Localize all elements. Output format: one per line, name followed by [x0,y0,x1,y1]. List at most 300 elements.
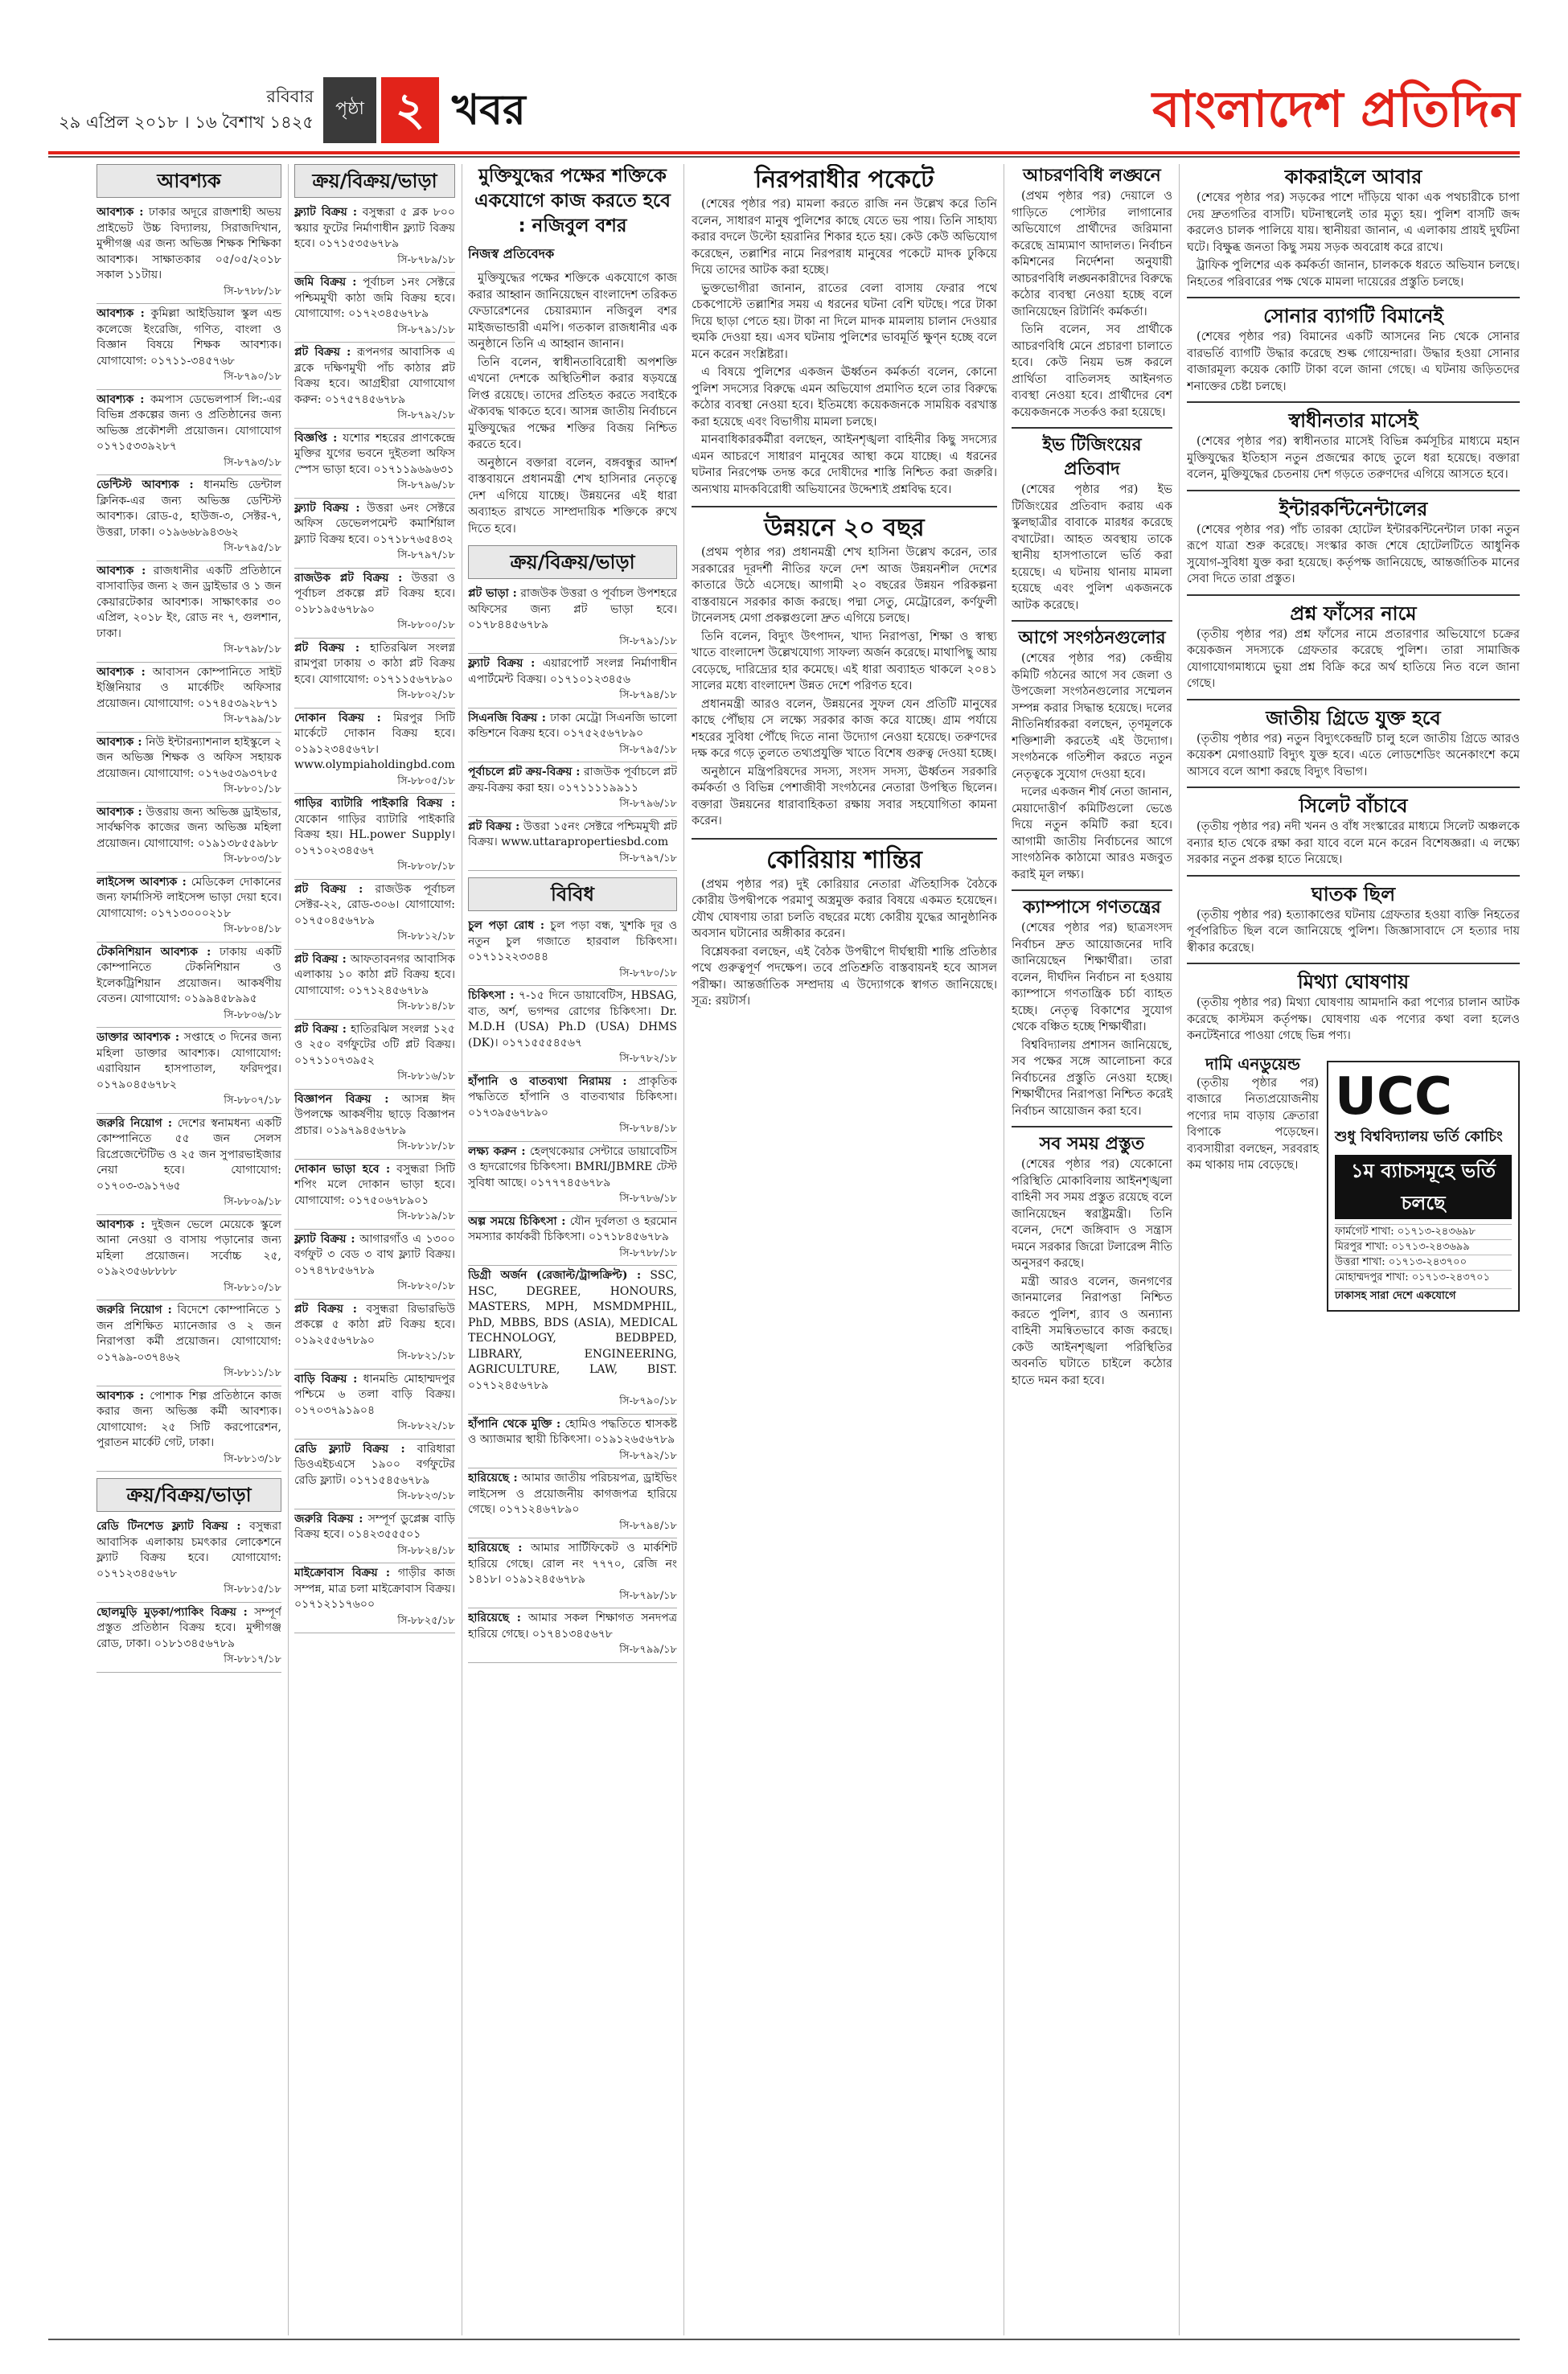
classified-ad-title: প্লট বিক্রয় : [468,819,520,833]
classified-ad-title: প্লট বিক্রয় : [294,346,351,359]
article-paragraph: ট্রাফিক পুলিশের এক কর্মকর্তা জানান, চালককে ধরতে অভিযান চলছে। নিহতের পরিবারের পক্ষ থেকে মামলা দায়েরের প্রস্তুতি চলছে। [1187,259,1520,289]
classified-ad-title: মাইক্রোবাস বিক্রয় : [294,1567,391,1579]
classified-ad [294,1370,455,1440]
article-body-dami [1187,1075,1319,1174]
classified-ad-title: লাইসেন্স আবশ্যক : [96,875,187,889]
classified-ad-title: আবশ্যক : [96,206,144,219]
ucc-branch: মিরপুর শাখা: ০১৭১৩-২৪৩৬৯৯ [1335,1239,1512,1255]
classified-ad-title: হাঁপানি থেকে মুক্তি : [468,1417,561,1431]
ucc-branch: উত্তরা শাখা: ০১৭১৩-২৪৩৭০০ [1335,1255,1512,1270]
classified-ad-code: সি-৮৮১৬/১৮ [397,1070,455,1082]
classified-ad-title: বিজ্ঞাপন বিক্রয় : [294,1092,389,1106]
classified-ad-body: কুমিল্লা আইডিয়াল স্কুল এন্ড কলেজে ইংরেজি, গণিত, বাংলা ও বিজ্ঞান বিষয়ে শিক্ষক আবশ্যক। যোগাযোগ: ০১৭১১-৩৪৫৭৬৮ [96,307,281,368]
article-paragraph: (শেষের পৃষ্ঠার পর) স্বাধীনতার মাসেই বিভিন্ন কর্মসূচির মাধ্যমে মহান মুক্তিযুদ্ধের ইতিহাস নতুন প্রজন্মের কাছে তুলে ধরা হয়েছে। বক্তারা বলেন, মুক্তিযুদ্ধের চেতনায় দেশ গড়তে তরুণদের এগিয়ে আসতে হবে। [1187,435,1520,481]
page-number: ২ [381,77,439,143]
classified-ad-code: সি-৮৮১৫/১৮ [224,1583,281,1596]
column-divider [683,164,684,2335]
article-paragraph: (শেষের পৃষ্ঠার পর) মামলা করতে রাজি নন উল্লেখ করে তিনি বলেন, সাধারণ মানুষ পুলিশের কাছে যেতে ভয় পায়। তিনি সাহায্য করার বদলে উল্টো হয়রানির শিকার হতে হয়। কেউ কেউ অভিযোগ করেছেন, তল্লাশির নামে নিরপরাধ মানুষের পকেটে মাদক ঢুকিয়ে দিয়ে তাদের আটক করা হচ্ছে। [692,198,997,277]
classified-ad [294,273,455,343]
headline-unnayan: উন্নয়নে ২০ বছর [764,514,925,542]
classified-ad-title: প্লট ভাড়া : [468,587,517,600]
classified-ad [96,304,281,390]
classified-ad-title: ছোলমুড়ি মুড়কা/প্যাকিং বিক্রয় : [96,1605,248,1619]
article-body-nirpradhi [692,196,997,498]
classified-ad-body: চুল পড়া বন্ধ, খুশকি দূর ও নতুন চুল গজাতে হারবাল চিকিৎসা। ০১৭১১২২৩৩৪৪ [468,919,677,963]
classified-ad [294,880,455,950]
classified-ad [294,1090,455,1160]
classified-ad-body: যৌন দুর্বলতা ও হরমোন সমস্যার কার্যকরী চিকিৎসা। ০১৭১৮৪৫৬৭৮৯ [468,1214,677,1243]
classified-ad [294,794,455,880]
column-3 [468,164,677,2335]
article-body-mujib [468,270,677,537]
classified-ad [96,475,281,561]
classified-ad-code: সি-৮৮০৮/১৮ [397,860,455,873]
headline-intercontinental: ইন্টারকন্টিনেন্টালের [1279,497,1428,520]
article-paragraph: (তৃতীয় পৃষ্ঠার পর) মিথ্যা ঘোষণায় আমদানি করা পণ্যের চালান আটক করেছে কাস্টমস কর্তৃপক্ষ। ঘোষণায় এক পণ্যের কথা বলা হলেও কনটেইনারে পাওয়া গেছে ভিন্ন পণ্য। [1187,996,1520,1042]
needed-ads-list [96,203,281,1472]
classified-ad-code: সি-৮৮২৩/১৮ [397,1490,455,1502]
article-paragraph: প্রধানমন্ত্রী আরও বলেন, উন্নয়নের সুফল যেন প্রতিটি মানুষের কাছে পৌঁছায় সে লক্ষ্যে সরকার কাজ করে যাচ্ছে। গ্রাম পর্যায়ে শহরের সুবিধা পৌঁছে দিতে নানা উদ্যোগ নেওয়া হয়েছে। তরুণদের দক্ষ করে গড়ে তুলতে তথ্যপ্রযুক্তি খাতে বিশেষ গুরুত্ব দেওয়া হচ্ছে। [692,697,997,760]
article-paragraph: মুক্তিযুদ্ধের পক্ষের শক্তিকে একযোগে কাজ করার আহ্বান জানিয়েছেন বাংলাদেশ তরিকত ফেডারেশনের চেয়ারম্যান নজিবুল বশর মাইজভান্ডারী এমপি। গতকাল রাজধানীর এক অনুষ্ঠানে তিনি এ আহ্বান জানান। [468,272,677,351]
article-paragraph: (শেষের পৃষ্ঠার পর) ছাত্রসংসদ নির্বাচন দ্রুত আয়োজনের দাবি জানিয়েছেন শিক্ষার্থীরা। তারা বলেন, দীর্ঘদিন নির্বাচন না হওয়ায় ক্যাম্পাসে গণতান্ত্রিক চর্চা ব্যাহত হচ্ছে। নেতৃত্ব বিকাশের সুযোগ থেকে বঞ্চিত হচ্ছে শিক্ষার্থীরা। [1012,922,1172,1033]
classified-ad-code: সি-৮৭৯৫/১৮ [619,743,677,756]
classified-ad [96,1028,281,1114]
ucc-branch: ফার্মগেট শাখা: ০১৭১৩-২৪৩৬৯৮ [1335,1224,1512,1239]
classified-ad [468,986,677,1072]
article-paragraph: তিনি বলেন, বিদ্যুৎ উৎপাদন, খাদ্য নিরাপত্তা, শিক্ষা ও স্বাস্থ্য খাতে বাংলাদেশ উল্লেখযোগ্য সাফল্য অর্জন করেছে। মাথাপিছু আয় বেড়েছে, দারিদ্র্যের হার কমেছে। এই ধারা অব্যাহত থাকলে ২০৪১ সালের মধ্যে বাংলাদেশ উন্নত দেশে পরিণত হবে। [692,630,997,692]
misc-ads-list [468,916,677,1663]
classified-ad-title: রেডি ফ্ল্যাট বিক্রয় : [294,1442,405,1456]
page-bottom-rule [48,2339,1520,2340]
classified-ad-title: আবশ্যক : [96,392,145,406]
classified-ad [468,1212,677,1267]
classified-ad-body: সম্পূর্ণ প্রস্তুত প্রতিষ্ঠান বিক্রয় হবে। মুন্সীগঞ্জ রোড, ঢাকা। ০১৮১৩৪৫৬৭৮৯ [96,1605,281,1650]
classified-ad [468,916,677,986]
article-paragraph: এ বিষয়ে পুলিশের একজন ঊর্ধ্বতন কর্মকর্তা বলেন, কোনো পুলিশ সদস্যের বিরুদ্ধে এমন অভিযোগ প্রমাণিত হলে তার বিরুদ্ধে কঠোর ব্যবস্থা নেওয়া হবে। ইতিমধ্যে কয়েকজনকে সাময়িক বরখাস্ত করা হয়েছে এবং বিভাগীয় মামলা চলছে। [692,366,997,429]
classified-ad-body: আমার সার্টিফিকেট ও মার্কশিট হারিয়ে গেছে। রোল নং ৭৭৭০, রেজি নং ১৪১৮। ০১৯১২৪৫৬৭৮৯ [468,1542,677,1586]
classified-ad-body: উত্তরা ৬নং সেক্টরে অফিস ডেভেলপমেন্ট কমার্শিয়াল ফ্ল্যাট বিক্রয় হবে। ০১৭১৮৭৬৫৪৩২ [294,501,455,546]
classified-ad-code: সি-৮৭৯৮/১৮ [619,1589,677,1602]
classified-ad-body: উত্তরা ১৫নং সেক্টরে পশ্চিমমুখী প্লট বিক্রয়। www.uttarapropertiesbd.com [468,819,677,848]
classified-ad-body: রাজধানীর একটি প্রতিষ্ঠানে বাসাবাড়ির জন্য ২ জন ড্রাইভার ও ১ জন কেয়ারটেকার আবশ্যক। সাক্ষাৎকার ৩০ এপ্রিল, ২০১৮ ইং, রোড নং ৭, গুলশান, ঢাকা। [96,564,281,640]
column-5 [1012,164,1172,2335]
classified-ad-body: দুইজন ভেলে মেয়েকে স্কুলে আনা নেওয়া ও বাসায় পড়ানোর জন্য মহিলা প্রয়োজন। সর্বোচ্চ ২৫, ০১৯২৩৫৬৮৮৮৮ [96,1218,281,1278]
article-paragraph: (তৃতীয় পৃষ্ঠার পর) হত্যাকাণ্ডের ঘটনায় গ্রেফতার হওয়া ব্যক্তি নিহতের পূর্বপরিচিত ছিল বলে জানিয়েছে পুলিশ। জিজ্ঞাসাবাদে সে হত্যার দায় স্বীকার করেছে। [1187,908,1520,955]
column-6 [1187,164,1520,2335]
classified-ad-code: সি-৮৭৯৯/১৮ [619,1644,677,1656]
classified-ad-body: হেল্থকেয়ার সেন্টারে ডায়াবেটিস ও হৃদরোগের চিকিৎসা। BMRI/JBMRE টেস্ট সুবিধা আছে। ০১৭৭৭৪৫৬৭৮৯ [468,1144,677,1189]
classified-ad [468,817,677,872]
classified-ad-title: বিজ্ঞপ্তি : [294,431,338,445]
classified-ad [96,561,281,663]
classified-ad [96,1517,281,1603]
column-divider [288,164,289,2335]
classified-ad [294,203,455,273]
article-body-achoronbidhi [1012,188,1172,421]
headline-swadhinota: স্বাধীনতার মাসেই [1288,409,1418,432]
classified-ad [468,1608,677,1663]
byline-mujib: নিজস্ব প্রতিবেদক [468,246,555,261]
classified-ad-body: উত্তরায় জন্য অভিজ্ঞ ড্রাইভার, সার্বক্ষণিক কাজের জন্য অভিজ্ঞ মহিলা প্রয়োজন। যোগাযোগ: ০১৯১৩৮৫৫৯৮৮ [96,805,281,850]
classified-ad-body: হাতিরঝিল সংলগ্ন রামপুরা ঢাকায় ৩ কাঠা প্লট বিক্রয় হবে। যোগাযোগ: ০১৭১১৫৬৭৮৯০ [294,641,455,686]
classified-ad [96,1300,281,1386]
headline-mujib: মুক্তিযুদ্ধের পক্ষের শক্তিকে একযোগে কাজ করতে হবে : নজিবুল বশর [474,166,671,236]
classified-ad-body: আমার সকল শিক্ষাগত সনদপত্র হারিয়ে গেছে। ০১৭৪১৩৪৫৬৭৮ [468,1612,677,1641]
classified-ad-body: আমার জাতীয় পরিচয়পত্র, ড্রাইভিং লাইসেন্স ও প্রয়োজনীয় কাগজপত্র হারিয়ে গেছে। ০১৭১২৪৬৭৮৯০ [468,1472,677,1516]
classified-ad-body: প্রাকৃতিক পদ্ধতিতে হাঁপানি ও বাতব্যথার চিকিৎসা। ০১৭৩৯৫৬৭৮৯০ [468,1074,677,1119]
classified-ad-code: সি-৮৮১৯/১৮ [397,1210,455,1222]
classified-ad [96,663,281,733]
headline-jatiyo-grid: জাতীয় গ্রিডে যুক্ত হবে [1266,706,1441,729]
article-body-sob-somoy [1012,1156,1172,1389]
classified-ad-code: সি-৮৭৯৮/১৮ [224,643,281,655]
classified-ad-title: অল্প সময়ে চিকিৎসা : [468,1214,566,1228]
ucc-footer: ঢাকাসহ সারা দেশে একযোগে [1335,1288,1512,1304]
classified-ad [294,569,455,639]
classified-ad [96,1603,281,1673]
classified-ad-code: সি-৮৮০৫/১৮ [397,774,455,787]
classified-ad [468,1142,677,1212]
classified-ad [294,1020,455,1090]
classified-ad [468,762,677,817]
classifieds-column-1 [96,164,281,2335]
buy-sell-ads-list [294,203,455,1633]
classified-ad-body: নিউ ইন্টারন্যাশনাল হাইস্কুলে ২ জন অভিজ্ঞ শিক্ষক ও অফিস সহায়ক প্রয়োজন। যোগাযোগ: ০১৭৬৫৩৯৩৭৮৫ [96,735,281,780]
article-paragraph: বিশ্ববিদ্যালয় প্রশাসন জানিয়েছে, সব পক্ষের সঙ্গে আলোচনা করে নির্বাচনের প্রস্তুতি নেওয়া হচ্ছে। শিক্ষার্থীদের নিরাপত্তা নিশ্চিত করেই নির্বাচন আয়োজন করা হবে। [1012,1038,1172,1118]
headline-nirpradhi: নিরপরাধীর পকেটে [754,166,934,194]
classified-ad-code: সি-৮৭৯০/১৮ [619,1395,677,1407]
classified-ad-code: সি-৮৮০২/১৮ [397,689,455,701]
classified-ad-title: প্লট বিক্রয় : [294,1022,347,1036]
classified-ad-code: সি-৮৭৯০/১৮ [224,371,281,383]
classified-ad [294,1230,455,1300]
headline-sylhet: সিলেট বাঁচাবে [1299,795,1408,817]
classified-ad-body: ধানমন্ডি মোহাম্মদপুর পশ্চিমে ৬ তলা বাড়ি বিক্রয়। ০১৭০৩৭৯১৯০৪ [294,1372,455,1417]
classified-ad-body: বারিধারা ডিওএইচএসে ১৯০০ বর্গফুটের রেডি ফ্ল্যাট। ০১৭১৫৪৫৬৭৮৯ [294,1442,455,1487]
section-heading-buy-sell-col1: ক্রয়/বিক্রয়/ভাড়া [96,1478,281,1512]
classified-ad-body: পোশাক শিল্প প্রতিষ্ঠানে কাজ করার জন্য অভিজ্ঞ কর্মী আবশ্যক। যোগাযোগ: ২৫ সিটি করপোরেশন, পুরাতন মার্কেট গেট, ঢাকা। [96,1389,281,1449]
article-paragraph: মন্ত্রী আরও বলেন, জনগণের জানমালের নিরাপত্তা নিশ্চিত করতে পুলিশ, র‌্যাব ও অন্যান্য বাহিনী সমন্বিতভাবে কাজ করছে। কেউ আইনশৃঙ্খলা পরিস্থিতির অবনতি ঘটাতে চাইলে কঠোর হাতে দমন করা হবে। [1012,1275,1172,1387]
classified-ad [96,733,281,803]
classified-ad-title: ফ্ল্যাট বিক্রয় : [294,1232,355,1246]
classified-ad-code: সি-৮৭৯১/১৮ [619,635,677,647]
classified-ad-body: বসুন্ধরা রিভারভিউ প্রকল্পে ৫ কাঠা প্লট বিক্রয় হবে। ০১৯২৫৫৬৭৮৯০ [294,1302,455,1347]
classified-ad-title: হাঁপানি ও বাতব্যথা নিরাময় : [468,1074,627,1088]
issue-date-text: ২৯ এপ্রিল ২০১৮ । ১৬ বৈশাখ ১৪২৫ [58,113,314,132]
article-body-mittha [1187,995,1520,1045]
classified-ad-title: দোকান ভাড়া হবে : [294,1162,391,1176]
section-title: খবর [452,86,526,134]
classified-ad-body: বসুন্ধরা ৫ ব্লক ৮০০ স্কয়ার ফুটের নির্মাণাধীন ফ্ল্যাট বিক্রয় হবে। ০১৭১৫৩৫৬৭৮৯ [294,206,455,250]
article-paragraph: (তৃতীয় পৃষ্ঠার পর) নতুন বিদ্যুৎকেন্দ্রটি চালু হলে জাতীয় গ্রিডে আরও কয়েকশ মেগাওয়াট বিদ্যুৎ যুক্ত হবে। এতে লোডশেডিং অনেকাংশে কমে আসবে বলে আশা করছে বিদ্যুৎ বিভাগ। [1187,732,1520,778]
classified-ad-body: আসন্ন ঈদ উপলক্ষে আকর্ষণীয় ছাড়ে বিজ্ঞাপন প্রচার। ০১৯৭৯৪৫৬৭৮৯ [294,1092,455,1137]
classified-ad-title: জরুরি বিক্রয় : [294,1512,363,1526]
classified-ad-code: সি-৮৮০৩/১৮ [224,853,281,865]
article-body-sylhet [1187,819,1520,869]
article-paragraph: মানবাধিকারকর্মীরা বলছেন, আইনশৃঙ্খলা বাহিনীর কিছু সদস্যের এমন আচরণে সাধারণ মানুষের আস্থা কমে যাচ্ছে। এ ধরনের ঘটনার নিরপেক্ষ তদন্ত করে দোষীদের শাস্তি নিশ্চিত করা জরুরি। অন্যথায় মাদকবিরোধী অভিযানের উদ্দেশ্যই প্রশ্নবিদ্ধ হবে। [692,433,997,496]
classified-ad-body: গাড়ীর কাজ সম্পন্ন, মাত্র চলা মাইক্রোবাস বিক্রয়। ০১৭১২১১৭৬০০ [294,1567,455,1611]
classified-ad [468,654,677,709]
classified-ad-title: জরুরি নিয়োগ : [96,1116,172,1130]
classified-ad-body: ঢাকায় একটি কোম্পানিতে টেকনিশিয়ান ও ইলেকট্রিশিয়ান প্রয়োজন। আকর্ষণীয় বেতন। যোগাযোগ: ০১৯৯৪৫৮৯৯৫ [96,945,281,1005]
headline-sob-somoy: সব সময় প্রস্তুত [1039,1134,1145,1154]
classified-ad-body: ঢাকা মেট্রো সিএনজি ভালো কন্ডিশনে বিক্রয় হবে। ০১৭৫২৫৬৭৮৯০ [468,711,677,740]
article-paragraph: অনুষ্ঠানে মন্ত্রিপরিষদের সদস্য, সংসদ সদস্য, ঊর্ধ্বতন সরকারি কর্মকর্তা ও বিভিন্ন পেশাজীবী সংগঠনের নেতারা উপস্থিত ছিলেন। বক্তারা উন্নয়নের ধারাবাহিকতা রক্ষায় সবার সহযোগিতা কামনা করেন। [692,765,997,828]
classified-ad-code: সি-৮৮২০/১৮ [397,1280,455,1292]
classified-ad-body: পূর্বাচল ১নং সেক্টরে পশ্চিমমুখী কাঠা জমি বিক্রয় হবে। যোগাযোগ: ০১৭২৩৪৫৬৭৮৯ [294,276,455,320]
classified-ad-title: বাড়ি বিক্রয় : [294,1372,358,1386]
article-body-intercontinental [1187,522,1520,588]
classified-ad-body: রূপনগর আবাসিক এ ব্লকে দক্ষিণমুখী পাঁচ কাঠার প্লট বিক্রয় হবে। আগ্রহীরা যোগাযোগ করুন: ০১৭৫৭৪৫৬৭৮৯ [294,346,455,406]
classified-ad [294,1300,455,1370]
article-body-ghatok [1187,907,1520,957]
classified-ad-code: সি-৮৮১০/১৮ [224,1281,281,1294]
classified-ad-code: সি-৮৭৯২/১৮ [619,1449,677,1462]
classified-ad-code: সি-৮৭৮৬/১৮ [619,1193,677,1205]
page-label-badge [323,77,376,143]
classified-ad-code: সি-৮৮০১/১৮ [224,783,281,795]
buy-sell-ads-list-col1 [96,1517,281,1673]
classified-ad [294,499,455,569]
article-paragraph: (শেষের পৃষ্ঠার পর) কেন্দ্রীয় কমিটি গঠনের আগে সব জেলা ও উপজেলা সংগঠনগুলোর সম্মেলন সম্পন্ন করার সিদ্ধান্ত হয়েছে। দলের নীতিনির্ধারকরা বলছেন, তৃণমূলকে শক্তিশালী করতেই এই উদ্যোগ। সংগঠনকে গতিশীল করতে নতুন নেতৃত্বকে সুযোগ দেওয়া হবে। [1012,652,1172,781]
classified-ad [294,343,455,429]
classified-ad-code: সি-৮৮২৫/১৮ [397,1614,455,1627]
classified-ad [96,203,281,304]
classified-ad-body: হোমিও পদ্ধতিতে শ্বাসকষ্ট ও অ্যাজমার স্থায়ী চিকিৎসা। ০১৯১২৬৫৬৭৮৯ [468,1417,677,1446]
classified-ad-body: কমপাস ডেভেলপার্স লি:-এর বিভিন্ন প্রকল্পের জন্য ও প্রতিষ্ঠানের জন্য অভিজ্ঞ প্রকৌশলী প্রয়োজন। যোগাযোগ ০১৭১৫৩৩৯২৮৭ [96,392,281,453]
classified-ad-body: আগারগাঁও এ ১৩০০ বর্গফুট ৩ বেড ৩ বাথ ফ্ল্যাট বিক্রয়। ০১৭৪৭৮৫৬৭৮৯ [294,1232,455,1277]
masthead-grey-rule [48,156,1520,158]
article-paragraph: (তৃতীয় পৃষ্ঠার পর) বাজারে নিত্যপ্রয়োজনীয় পণ্যের দাম বাড়ায় ক্রেতারা বিপাকে পড়েছেন। ব্যবসায়ীরা বলছেন, সরবরাহ কম থাকায় দাম বেড়েছে। [1187,1076,1319,1172]
classified-ad-title: জরুরি নিয়োগ : [96,1304,172,1316]
masthead [48,76,1520,150]
classified-ad-code: সি-৮৮০০/১৮ [397,619,455,631]
classified-ad [468,1415,677,1469]
classified-ad-code: সি-৮৭৯৪/১৮ [619,689,677,701]
classified-ad-code: সি-৮৮১১/১৮ [224,1367,281,1379]
newspaper-logo: বাংলাদেশ প্রতিদিন [1152,80,1520,138]
article-body-sonar-biscuit [1187,329,1520,395]
classified-ad [96,943,281,1029]
article-body-unnayan [692,544,997,830]
classified-ad-body: উত্তরা ও পূর্বাচল প্রকল্পে প্লট বিক্রয় হবে। ০১৮১৯৫৬৭৮৯০ [294,571,455,616]
classified-ad [294,1563,455,1633]
classified-ad-body: ধানমন্ডি ডেন্টাল ক্লিনিক-এর জন্য অভিজ্ঞ ডেন্টিস্ট আবশ্যক। রোড-৫, হাউজ-৩, সেক্টর-৭, উত্তরা, ঢাকা। ০১৯৬৬৮৯৪৩৬২ [96,478,281,539]
classified-ad [468,1538,677,1608]
article-paragraph: (প্রথম পৃষ্ঠার পর) দেয়ালে ও গাড়িতে পোস্টার লাগানোর অভিযোগে প্রার্থীদের জরিমানা করেছে ভ্রাম্যমাণ আদালত। নির্বাচন কমিশনের নির্দেশনা অনুযায়ী আচরণবিধি লঙ্ঘনকারীদের বিরুদ্ধে কঠোর ব্যবস্থা নেওয়া হচ্ছে বলে জানিয়েছেন রিটার্নিং কর্মকর্তা। [1012,190,1172,318]
classified-ad-title: আবশ্যক : [96,307,145,320]
classified-ad-title: হারিয়েছে : [468,1542,523,1555]
classified-ad-code: সি-৮৭৯৯/১৮ [224,713,281,725]
classified-ad-body: যশোর শহরের প্রাণকেন্দ্রে মুক্তির যুগের ভবনে দুইতলা অফিস স্পেস ভাড়া হবে। ০১৭১১৯৬৯৬৩১ [294,431,455,476]
classified-ad [294,1440,455,1509]
classified-ad [468,1072,677,1142]
classified-ad-title: প্লট বিক্রয় : [294,1302,357,1316]
classified-ad-body: মিরপুর সিটি মার্কেটে দোকান বিক্রয় হবে। ০১৯১২৩৪৫৬৭৮। www.olympiaholdingbd.com [294,711,455,771]
classified-ad-body: হাতিরঝিল সংলগ্ন ১২৫ ও ২৫০ বর্গফুটের ৩টি প্লট বিক্রয়। ০১৭১১০৭৩৯৫২ [294,1022,455,1067]
classified-ad-code: সি-৮৮০৭/১৮ [224,1095,281,1107]
article-paragraph: ভুক্তভোগীরা জানান, রাতের বেলা বাসায় ফেরার পথে চেকপোস্টে তল্লাশির সময় এ ধরনের ঘটনা বেশি ঘটছে। পরে টাকা দিয়ে ছাড়া পেতে হয়। টাকা না দিলে মাদক মামলায় চালান দেওয়ার হুমকি দেওয়া হয়। এসব ঘটনায় পুলিশের ভাবমূর্তি ক্ষুণ্ন হচ্ছে বলে মনে করেন সংশ্লিষ্টরা। [692,281,997,361]
classified-ad-code: সি-৮৮০৪/১৮ [224,923,281,935]
classified-ad [468,584,677,654]
classified-ad [96,390,281,476]
classified-ad [468,1468,677,1538]
classified-ad-code: সি-৮৭৮৯/১৮ [397,253,455,266]
classified-ad-code: সি-৮৮২২/১৮ [397,1420,455,1432]
classified-ad-title: চিকিৎসা : [468,989,515,1002]
issue-day: রবিবার [266,87,314,106]
classified-ad-body: রাজউক উত্তরা ও পূর্বাচল উপশহরে অফিসের জন্য প্লট ভাড়া হবে। ০১৭৮৪৪৫৬৭৮৯ [468,587,677,631]
article-paragraph: (শেষের পৃষ্ঠার পর) বিমানের একটি আসনের নিচ থেকে সোনার বারভর্তি ব্যাগটি উদ্ধার করেছে শুল্ক গোয়েন্দারা। উদ্ধার হওয়া সোনার বাজারমূল্য কয়েক কোটি টাকা বলে জানা গেছে। এ ঘটনায় জড়িতদের শনাক্তের চেষ্টা চলছে। [1187,331,1520,393]
classified-ad-code: সি-৮৭৯৫/১৮ [224,542,281,554]
classified-ad-title: প্লট বিক্রয় : [294,952,347,966]
classified-ad-title: ডিগ্রী অর্জন (রেজাল্ট/ট্রান্সক্রিপ্ট) : [468,1269,642,1282]
classified-ad-body: রাজউক পূর্বাচল সেক্টর-২২, রোড-৩০৬। যোগাযোগ: ০১৭৫০৪৫৬৭৮৯ [294,882,455,927]
article-paragraph: বিশ্লেষকরা বলছেন, এই বৈঠক উপদ্বীপে দীর্ঘস্থায়ী শান্তি প্রতিষ্ঠার পথে গুরুত্বপূর্ণ পদক্ষেপ। তবে প্রতিশ্রুতি বাস্তবায়নই হবে আসল পরীক্ষা। আন্তর্জাতিক সম্প্রদায় এ উদ্যোগকে স্বাগত জানিয়েছে। সূত্র: রয়টার্স। [692,945,997,1008]
buy-sell-ads-list-col3 [468,584,677,871]
headline-kakrail: কাকরাইলে আবার [1284,166,1422,188]
section-heading-buy-sell: ক্রয়/বিক্রয়/ভাড়া [294,164,455,198]
classified-ad [96,873,281,943]
headline-ghatok: ঘাতক ছিল [1311,882,1396,906]
page-label-text: পৃষ্ঠা [335,99,364,119]
classified-ad-title: হারিয়েছে : [468,1612,521,1624]
classified-ad-body: সপ্তাহে ৩ দিনের জন্য মহিলা ডাক্তার আবশ্যক। যোগাযোগ: এরাবিয়ান হাসপাতাল, ফরিদপুর। ০১৭৯০৪৫৬৭৮২ [96,1031,281,1091]
headline-sangathan: আগে সংগঠনগুলোর [1018,628,1166,648]
classified-ad [294,1160,455,1230]
classified-ad-body: বিদেশে কোম্পানিতে ১ জন প্রশিক্ষিত ম্যানেজার ও ২ জন নিরাপত্তা কর্মী প্রয়োজন। যোগাযোগ: ০১৭৯৯-০৩৭৪৬২ [96,1304,281,1364]
classified-ad-code: সি-৮৭৮৮/১৮ [224,285,281,298]
classified-ad-title: আবশ্যক : [96,735,142,749]
classified-ad-title: আবশ্যক : [96,1389,145,1403]
classified-ad-body: আফতাবনগর আবাসিক এলাকায় ১০ কাঠা প্লট বিক্রয় হবে। যোগাযোগ: ০১৭১২৪৫৬৭৮৯ [294,952,455,997]
section-heading-misc: বিবিধ [468,877,677,911]
column-4 [692,164,997,2335]
classified-ad-title: ফ্ল্যাট বিক্রয় : [294,501,360,515]
classified-ad-title: আবশ্যক : [96,665,146,679]
classified-ad-body: আবাসন কোম্পানিতে সাইট ইঞ্জিনিয়ার ও মার্কেটিং অফিসার প্রয়োজন। যোগাযোগ: ০১৭৪৫৩৯২৮৭১ [96,665,281,710]
classified-ad-title: ফ্ল্যাট বিক্রয় : [468,657,536,670]
classified-ad-code: সি-৮৭৮৮/১৮ [619,1247,677,1259]
classified-ad-body: বসুন্ধরা আবাসিক এলাকায় চমৎকার লোকেশনে ফ্ল্যাট বিক্রয় হবে। যোগাযোগ: ০১৭১২৩৪৫৬৭৮ [96,1520,281,1580]
classified-ad-title: রেডি টিনশেড ফ্ল্যাট বিক্রয় : [96,1520,241,1533]
section-heading-buy-sell-col3: ক্রয়/বিক্রয়/ভাড়া [468,545,677,579]
article-paragraph: (শেষের পৃষ্ঠার পর) যেকোনো পরিস্থিতি মোকাবিলায় আইনশৃঙ্খলা বাহিনী সব সময় প্রস্তুত রয়েছে বলে জানিয়েছেন স্বরাষ্ট্রমন্ত্রী। তিনি বলেন, দেশে জঙ্গিবাদ ও সন্ত্রাস দমনে সরকার জিরো টলারেন্স নীতি অনুসরণ করছে। [1012,1158,1172,1270]
article-body-sangathan [1012,651,1172,883]
classified-ad-code: সি-৮৮২১/১৮ [397,1350,455,1362]
headline-korea: কোরিয়ায় শান্তির [766,845,922,874]
classified-ad-body: ঢাকার অদূরে রাজশাহী অভয় প্রাইভেট উচ্চ বিদ্যালয়, সিরাজদিখান, মুন্সীগঞ্জ এর জন্য অভিজ্ঞ শিক্ষক শিক্ষিকা আবশ্যক। সাক্ষাতকার ০৫/০৫/২০১৮ সকাল ১১টায়। [96,206,281,281]
classified-ad-code: সি-৮৮১৮/১৮ [397,1140,455,1152]
classified-ad-body: দেশের স্বনামধন্য একটি কোম্পানিতে ৫৫ জন সেলস রিপ্রেজেন্টেটিভ ও ২৫ জন সুপারভাইজার নেয়া হবে। যোগাযোগ: ০১৭০৩-৩৯১৭৬৫ [96,1116,281,1193]
classified-ad-code: সি-৮৭৯৬/১৮ [619,798,677,810]
article-paragraph: অনুষ্ঠানে বক্তারা বলেন, বঙ্গবন্ধুর আদর্শ বাস্তবায়নে প্রধানমন্ত্রী শেখ হাসিনার নেতৃত্বে দেশ এগিয়ে যাচ্ছে। উন্নয়নের এই ধারা অব্যাহত রাখতে সাম্প্রদায়িক শক্তিকে রুখে দিতে হবে। [468,456,677,536]
classified-ad-code: সি-৮৭৮০/১৮ [619,967,677,980]
article-paragraph: (প্রথম পৃষ্ঠার পর) প্রধানমন্ত্রী শেখ হাসিনা উল্লেখ করেন, তার সরকারের দূরদর্শী নীতির ফলে দেশ আজ উন্নয়নশীল দেশের কাতারে উঠে এসেছে। আগামী ২০ বছরের উন্নয়ন পরিকল্পনা বাস্তবায়নে সরকার কাজ করছে। পদ্মা সেতু, মেট্রোরেল, কর্ণফুলী টানেলসহ মেগা প্রকল্পগুলো দ্রুত এগিয়ে চলছে। [692,546,997,625]
classified-ad-title: হারিয়েছে : [468,1472,518,1485]
classified-ad-title: ফ্ল্যাট বিক্রয় : [294,206,358,219]
classified-ad-code: সি-৮৮১২/১৮ [397,930,455,943]
classified-ad [294,950,455,1020]
ucc-tagline: শুধু বিশ্ববিদ্যালয় ভর্তি কোচিং [1335,1127,1503,1145]
classified-ad-code: সি-৮৭৯৪/১৮ [619,1519,677,1532]
classified-ad [96,1215,281,1301]
article-paragraph: তিনি বলেন, সব প্রার্থীকে আচরণবিধি মেনে প্রচারণা চালাতে হবে। কেউ নিয়ম ভঙ্গ করলে প্রার্থিতা বাতিলসহ আইনগত ব্যবস্থা নেওয়া হবে। প্রার্থীদের বেশ কয়েকজনকে সতর্কও করা হয়েছে। [1012,323,1172,419]
classified-ad-title: জমি বিক্রয় : [294,276,357,289]
classified-ad [96,803,281,873]
headline-mittha: মিথ্যা ঘোষণায় [1297,971,1410,993]
classified-ad [96,1386,281,1472]
headline-prosno-fash: প্রশ্ন ফাঁসের নামে [1290,602,1417,625]
classified-ad-title: আবশ্যক : [96,564,146,577]
classified-ad-title: আবশ্যক : [96,805,142,819]
classified-ad-title: সিএনজি বিক্রয় : [468,711,546,725]
article-paragraph: (শেষের পৃষ্ঠার পর) সড়কের পাশে দাঁড়িয়ে থাকা এক পথচারীকে চাপা দেয় দ্রুতগতির বাসটি। ঘটনাস্থলেই তার মৃত্যু হয়। পুলিশ বাসটি জব্দ করলেও চালক পালিয়ে যায়। স্থানীয়রা জানান, এ এলাকায় প্রায়ই দুর্ঘটনা ঘটে। বিক্ষুব্ধ জনতা কিছু সময় সড়ক অবরোধ করে রাখে। [1187,191,1520,254]
classified-ad-code: সি-৮৮২৪/১৮ [397,1544,455,1557]
article-body-korea [692,877,997,1010]
classified-ad-title: রাজউক প্লট বিক্রয় : [294,571,403,585]
classified-ad-code: সি-৮৭৮২/১৮ [619,1053,677,1065]
classified-ad-title: চুল পড়া রোধ : [468,919,545,932]
classified-ad-body: এয়ারপোর্ট সংলগ্ন নির্মাণাধীন এপার্টমেন্ট বিক্রয়। ০১৭১০১২৩৪৫৬ [468,657,677,686]
classified-ad-body: যেকোন গাড়ির ব্যাটারি পাইকারি বিক্রয় হয়। HL.power Supply। ০১৭১০২৩৪৫৬৭ [294,812,455,857]
classified-ad-title: ডাক্তার আবশ্যক : [96,1031,180,1044]
classified-ad-code: সি-৮৭৮৪/১৮ [619,1123,677,1135]
classified-ad-code: সি-৮৭৯৩/১৮ [224,456,281,469]
article-body-jatiyo-grid [1187,731,1520,781]
classified-ad-code: সি-৮৮১৪/১৮ [397,1000,455,1012]
headline-campus: ক্যাম্পাসে গণতন্ত্রের [1023,897,1161,918]
classified-ad-body: সম্পূর্ণ ডুপ্লেক্স বাড়ি বিক্রয় হবে। ০১৪২৩৫৫৫০১ [294,1512,455,1541]
classified-ad-title: লক্ষ্য করুন : [468,1144,526,1158]
article-body-swadhinota [1187,433,1520,483]
classified-ad-title: দোকান বিক্রয় : [294,711,381,725]
article-paragraph: (শেষের পৃষ্ঠার পর) ইভ টিজিংয়ের প্রতিবাদ করায় এক স্কুলছাত্রীর বাবাকে মারধর করেছে বখাটেরা। আহত অবস্থায় তাকে স্থানীয় হাসপাতালে ভর্তি করা হয়েছে। এ ঘটনায় থানায় মামলা হয়েছে এবং পুলিশ একজনকে আটক করেছে। [1012,483,1172,612]
article-paragraph: তিনি বলেন, স্বাধীনতাবিরোধী অপশক্তি এখনো দেশকে অস্থিতিশীল করার ষড়যন্ত্রে লিপ্ত রয়েছে। তাদের প্রতিহত করতে সবাইকে ঐক্যবদ্ধ থাকতে হবে। আসন্ন জাতীয় নির্বাচনে মুক্তিযুদ্ধের পক্ষের শক্তির বিজয় নিশ্চিত করতে হবে। [468,355,677,451]
classified-ad [294,639,455,709]
classified-ad [294,709,455,795]
ucc-advertisement [1327,1061,1520,1312]
classified-ad-title: টেকনিশিয়ান আবশ্যক : [96,945,211,959]
headline-achoronbidhi: আচরণবিধি লঙ্ঘনে [1023,166,1161,186]
classified-ad-title: আবশ্যক : [96,1218,146,1231]
classified-ad-body: বসুন্ধরা সিটি শপিং মলে দোকান ভাড়া হবে। যোগাযোগ: ০১৭৫০৬৭৮৯০১ [294,1162,455,1207]
classified-ad-code: সি-৮৮১৭/১৮ [224,1653,281,1665]
article-body-kakrail [1187,190,1520,290]
masthead-red-rule [48,151,1520,154]
headline-eve-teasing: ইভ টিজিংয়ের প্রতিবাদ [1042,435,1142,479]
classified-ad-title: প্লট বিক্রয় : [294,882,363,896]
article-paragraph: (তৃতীয় পৃষ্ঠার পর) নদী খনন ও বাঁধ সংস্কারের মাধ্যমে সিলেট অঞ্চলকে বন্যার হাত থেকে রক্ষা করা যাবে বলে মনে করেন বিশেষজ্ঞরা। এ লক্ষ্যে সরকার নতুন প্রকল্প হাতে নিয়েছে। [1187,820,1520,866]
ucc-logo: UCC [1335,1066,1452,1127]
ucc-branch-list [1335,1224,1512,1285]
classified-ad [294,429,455,499]
classified-ad [294,1509,455,1564]
classified-ad-body: মেডিকেল দোকানের জন্য ফার্মাসিস্ট লাইসেন্স ভাড়া দেয়া হবে। যোগাযোগ: ০১৭১৩০০০২১৮ [96,875,281,920]
classified-ad [468,709,677,763]
classified-ad-code: সি-৮৭৯৭/১৮ [397,549,455,561]
classified-ad-code: সি-৮৭৯৬/১৮ [397,479,455,491]
classified-ad-code: সি-৮৮১৩/১৮ [224,1452,281,1465]
classified-ad-body: রাজউক পূর্বাচলে প্লট ক্রয়-বিক্রয় করা হয়। ০১৭১১১১৯৯১১ [468,766,677,795]
classified-ad-body: SSC, HSC, DEGREE, HONOURS, MASTERS, MPH, MSMDMPHIL, PhD, MBBS, BDS (ASIA), MEDICAL TECHNOLOGY, BEDBPED, LIBRARY, ENGINEERING, AGRICULTURE, LAW, BIST. ০১৭১২৪৫৬৭৮৯ [468,1269,677,1392]
article-body-campus [1012,920,1172,1119]
classified-ad-title: গাড়ির ব্যাটারি পাইকারি বিক্রয় : [294,797,455,810]
classified-ad-code: সি-৮৮০৯/১৮ [224,1196,281,1208]
issue-date [48,84,314,135]
section-heading-needed: আবশ্যক [96,164,281,198]
article-paragraph: (তৃতীয় পৃষ্ঠার পর) প্রশ্ন ফাঁসের নামে প্রতারণার অভিযোগে চক্রের কয়েকজন সদস্যকে গ্রেফতার করেছে পুলিশ। তারা সামাজিক যোগাযোগমাধ্যমে ভুয়া প্রশ্ন বিক্রি করে অর্থ হাতিয়ে নিত বলে জানা গেছে। [1187,627,1520,690]
